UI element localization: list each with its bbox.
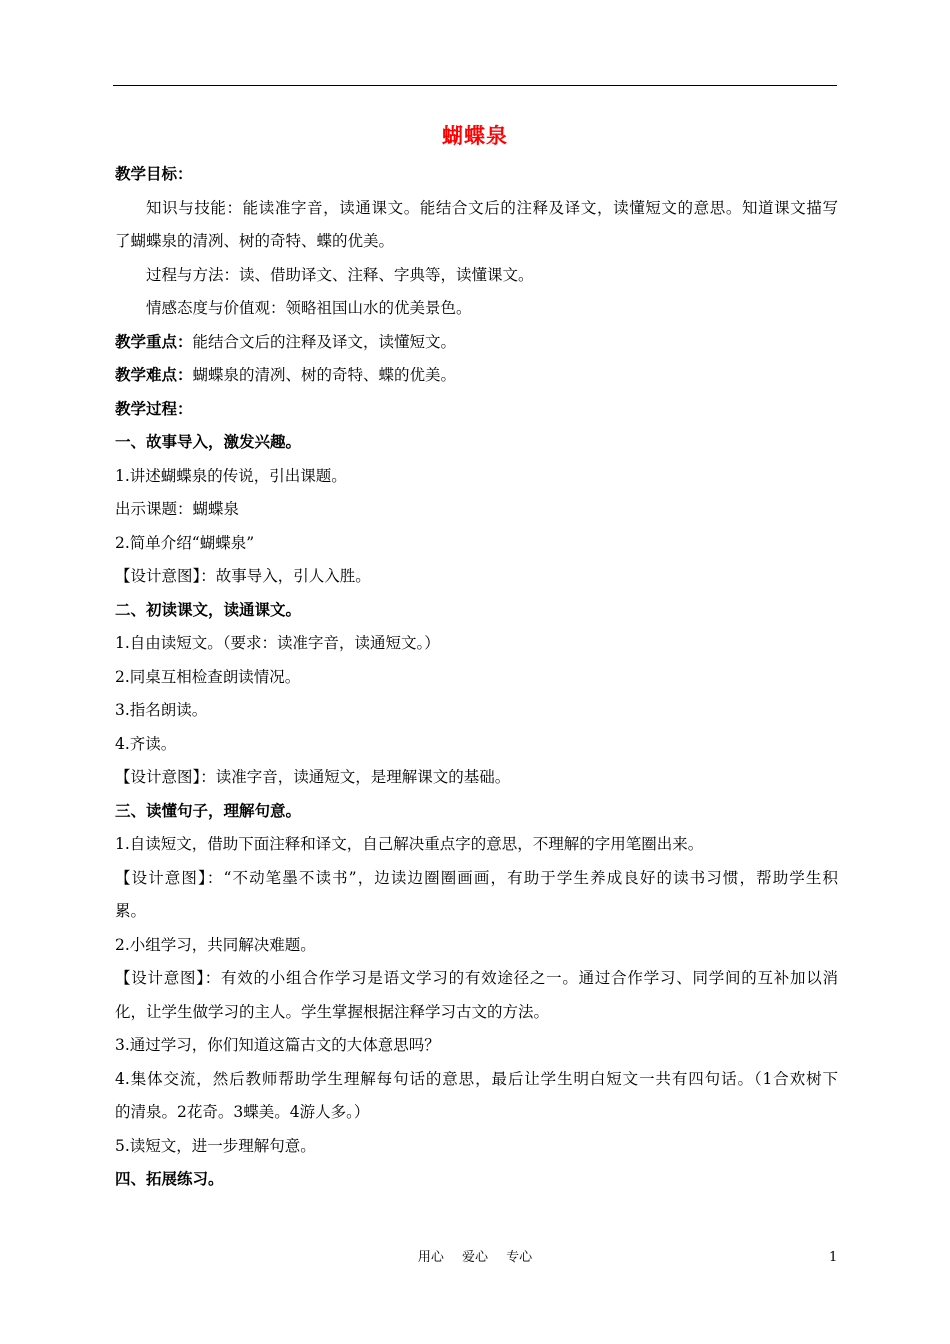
key-point xyxy=(115,326,838,360)
section2-item3: 3.指名朗读。 xyxy=(115,701,208,719)
header-rule xyxy=(113,85,837,86)
difficulty-label: 教学难点： xyxy=(115,366,193,384)
section3-item5: 5.读短文，进一步理解句意。 xyxy=(115,1136,316,1155)
document-body xyxy=(115,158,838,1197)
objective-knowledge-line-1: 知识与技能：能读准字音，读通课文。能结合文后的注释及译文，读懂短文的意思。知道课文描写 xyxy=(146,198,838,217)
section4-heading: 四、拓展练习。 xyxy=(115,1170,224,1188)
page-footer xyxy=(0,1248,950,1268)
section3-item3: 3.通过学习，你们知道这篇古文的大体意思吗？ xyxy=(115,1036,440,1054)
objective-process: 过程与方法：读、借助译文、注释、字典等，读懂课文。 xyxy=(146,265,534,284)
difficulty xyxy=(115,359,838,393)
section3-item1: 1.自读短文，借助下面注释和译文，自己解决重点字的意思，不理解的字用笔圈出来。 xyxy=(115,835,704,853)
section1-heading: 一、故事导入，激发兴趣。 xyxy=(115,433,302,451)
key-point-text: 能结合文后的注释及译文，读懂短文。 xyxy=(192,332,457,351)
process-heading: 教学过程： xyxy=(115,399,193,418)
section2-item1: 1.自由读短文。（要求：读准字音，读通短文。） xyxy=(115,634,440,652)
difficulty-text: 蝴蝶泉的清冽、树的奇特、蝶的优美。 xyxy=(192,366,457,384)
section2-intent: 【设计意图】：读准字音，读通短文，是理解课文的基础。 xyxy=(115,768,511,786)
section3-heading: 三、读懂句子，理解句意。 xyxy=(115,801,302,820)
section3-item4-line-1: 4.集体交流，然后教师帮助学生理解每句话的意思，最后让学生明白短文一共有四句话。（1合欢树下 xyxy=(115,1069,838,1088)
section2-heading: 二、初读课文，读通课文。 xyxy=(115,600,302,619)
page-number: 1 xyxy=(829,1250,838,1265)
objectives-heading: 教学目标： xyxy=(115,165,193,183)
section3-intent1-line-1: 【设计意图】：“不动笔墨不读书”，边读边圈圈画画，有助于学生养成良好的读书习惯，帮助学生积 xyxy=(115,868,838,887)
section3-item2: 2.小组学习，共同解决难题。 xyxy=(115,935,316,954)
section3-intent1-line-2: 累。 xyxy=(115,902,147,920)
section1-item1: 1.讲述蝴蝶泉的传说，引出课题。 xyxy=(115,466,347,485)
page-title: 蝴蝶泉 xyxy=(442,124,508,148)
section3-item4-line-2: 的清泉。2花奇。3蝶美。4游人多。） xyxy=(115,1103,370,1121)
objective-knowledge-line-2: 了蝴蝶泉的清冽、树的奇特、蝶的优美。 xyxy=(115,232,395,250)
section3-intent2-line-2: 化，让学生做学习的主人。学生掌握根据注释学习古文的方法。 xyxy=(115,1002,550,1021)
section3-intent2-line-1: 【设计意图】：有效的小组合作学习是语文学习的有效途径之一。通过合作学习、同学间的互补加以消 xyxy=(115,969,838,987)
footer-slogan: 用心 爱心 专心 xyxy=(417,1250,533,1265)
section2-item2: 2.同桌互相检查朗读情况。 xyxy=(115,667,301,686)
section2-item4: 4.齐读。 xyxy=(115,734,177,753)
section1-show-title: 出示课题：蝴蝶泉 xyxy=(115,500,240,518)
key-point-label: 教学重点： xyxy=(115,332,193,351)
section1-intent: 【设计意图】：故事导入，引人入胜。 xyxy=(115,567,371,585)
section1-item2: 2.简单介绍“蝴蝶泉” xyxy=(115,533,255,552)
objective-emotion: 情感态度与价值观：领略祖国山水的优美景色。 xyxy=(146,299,472,317)
